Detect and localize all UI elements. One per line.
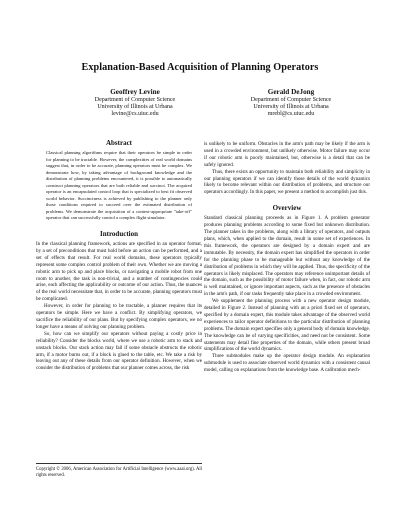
intro-paragraph-3: So, how can we simplify our operators without paying a costly price in reliability? Consider the blocks world, where we use a robotic arm to stack and unstack blocks. Our stack action may fail if some obstacle obstructs the robotic arm, if a motor burns out, if a block is glued to the table, etc. We take a risk by leaving out any of these details from our operator definition. However, when we consider the distribution of problems that our planner comes across, the risk bbox=[36, 330, 202, 372]
paper-title: Explanation-Based Acquisition of Planning Operators bbox=[81, 62, 319, 73]
author-department: Department of Computer Science bbox=[94, 97, 176, 103]
author-name: Gerald DeJong bbox=[267, 88, 315, 96]
overview-paragraph-3: Three submodules make up the operator design module. An explanation submodule is used to associate observed world dynamics with a consistent causal model, calling on explanations from the knowledge base. A calibration mech- bbox=[204, 353, 370, 374]
intro-paragraph-2: However, in order for planning to be tractable, a planner requires that its operators be simple. Here we have a conflict. By simplifying operators, we sacrifice the reliability of our plans. But by specifying complex operators, we no longer have a means of solving our planning problem. bbox=[36, 303, 202, 330]
overview-heading: Overview bbox=[272, 204, 302, 213]
abstract-heading: Abstract bbox=[105, 139, 133, 147]
introduction-heading: Introduction bbox=[100, 230, 138, 239]
overview-paragraph-2: We supplement the planning process with a new operator design module, detailed in Figure 2. Instead of planning with an a priori fixed set of operators, specified by a domain expert, this module takes advantage of the observed world experiences to tailor operator definitions to the particular distribution of planning problems. The domain expert specifies only a general body of domain knowledge. The knowledge can be of varying specificities, and need not be consistent. Some statements may detail fine properties of the domain, while others present broad simplifications of the world dynamics. bbox=[204, 298, 370, 353]
author-block-1 bbox=[50, 87, 220, 119]
author-email: levine@cs.uiuc.edu bbox=[111, 111, 159, 118]
right-paragraph-1: is unlikely to be uniform. Obstacles in the arm's path may be likely if the arm is used in a crowded environment, but unlikely otherwise. Motor failure may occur if our robotic arm is poorly maintained, but, otherwise is a detail that can be safely ignored. bbox=[204, 141, 370, 168]
right-paragraph-2: Thus, there exists an opportunity to maintain both reliability and simplicity in our planning operators if we can identify those details of the world dynamics likely to become relevant within our distribution of problems, and structure our operators accordingly. In this paper, we present a method to accomplish just this. bbox=[204, 168, 370, 196]
abstract-text: Classical planning algorithms require that their operators be simple in order for planning to be tractable. However, the complexities of real world domains suggest that, in order to be accurate, planning operators must be complex. We demonstrate how, by taking advantage of background knowledge and the distribution of planning problems encountered, it is possible to automatically construct planning operators that are both reliable and succinct. The acquired operator is an encapsulated control loop that is specialized to best fit observed world behavior. Succinctness is achieved by publishing to the planner only those conditions required to succeed over the estimated distribution of problems. We demonstrate the acquisition of a context-appropriate "take-off" operator that can successfully control a complex flight simulator. bbox=[46, 150, 192, 221]
left-column bbox=[36, 139, 202, 372]
copyright-notice: Copyright © 2006, American Association for Artificial Intelligence (www.aaai.org). All rights reserved. bbox=[36, 463, 202, 479]
overview-paragraph-1: Standard classical planning proceeds as in Figure 1. A problem generator produces planning problems according to some fixed but unknown distribution. The planner takes in the problems, along with a library of operators, and outputs plans, which, when applied to the domain, result in some set of experiences. In this framework, the operators are designed by a domain expert and are immutable. By necessity, the domain expert has simplified the operators in order for the planning phase to be manageable but without any knowledge of the distribution of problems in which they will be applied. Thus, the specificity of the operators is likely misplaced. The operators may reference unimportant details of the domain, such as the possibility of motor failure when, in fact, our robotic arm is well maintained, or ignore important aspects, such as the presence of obstacles in the arm's path, if our tasks frequently take place in a crowded environment. bbox=[204, 215, 370, 298]
intro-paragraph-1: In the classical planning framework, actions are specified in an operator format, by a set of preconditions that must hold before an action can be performed, and a set of effects that result. For real world domains, these operators typically represent some complex control problem of their own. Whether we are moving a robotic arm to pick up and place blocks, or navigating a mobile robot from one room to another, the task is non-trivial, and a number of contingencies could arise, each affecting the applicability or outcome of our action. Thus, the nuances of the real world necessitate that, in order to be accurate, planning operators must be complicated. bbox=[36, 241, 202, 303]
author-department: Department of Computer Science bbox=[250, 97, 332, 103]
right-column bbox=[204, 141, 370, 374]
author-university: University of Illinois at Urbana bbox=[97, 104, 173, 111]
author-university: University of Illinois at Urbana bbox=[253, 104, 329, 111]
author-block-2 bbox=[206, 87, 376, 119]
author-email: mrebl@cs.uiuc.edu bbox=[267, 111, 315, 118]
author-name: Geoffrey Levine bbox=[110, 88, 160, 96]
